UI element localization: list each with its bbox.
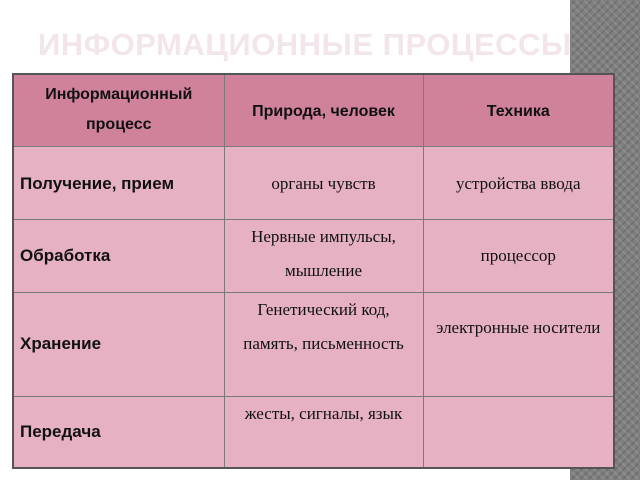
- row-tech: процессор: [423, 219, 614, 292]
- table-row: [13, 219, 614, 292]
- row-process: Получение, прием: [13, 146, 224, 219]
- row-nature: жесты, сигналы, язык: [224, 396, 423, 468]
- header-process: Информационный процесс: [13, 74, 224, 146]
- row-process: Обработка: [13, 219, 224, 292]
- row-process: Передача: [13, 396, 224, 468]
- header-nature: Природа, человек: [224, 74, 423, 146]
- row-tech: [423, 396, 614, 468]
- row-nature: Нервные импульсы, мышление: [224, 219, 423, 292]
- row-tech: устройства ввода: [423, 146, 614, 219]
- row-nature: Генетический код, память, письменность: [224, 292, 423, 396]
- row-nature: органы чувств: [224, 146, 423, 219]
- table-row: [13, 146, 614, 219]
- row-process: Хранение: [13, 292, 224, 396]
- info-processes-table: [12, 73, 615, 469]
- table-row: [13, 396, 614, 468]
- row-tech: электронные носители: [423, 292, 614, 396]
- slide-title: ИНФОРМАЦИОННЫЕ ПРОЦЕССЫ: [38, 27, 572, 62]
- header-tech: Техника: [423, 74, 614, 146]
- table-row: [13, 292, 614, 396]
- table-header-row: [13, 74, 614, 146]
